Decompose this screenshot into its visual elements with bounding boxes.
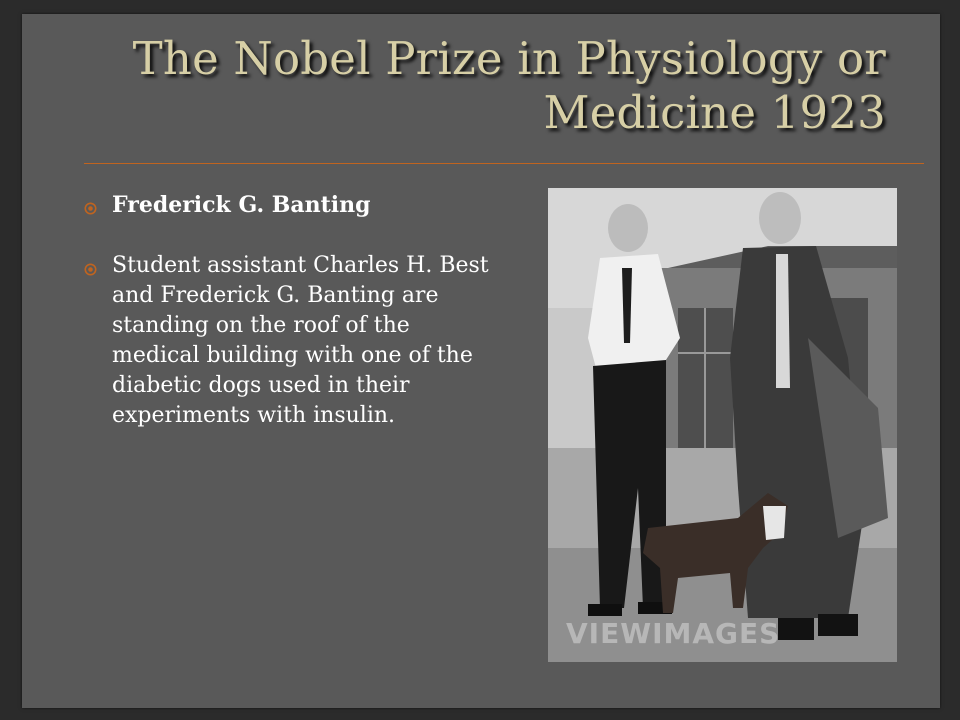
bullet-list — [82, 190, 502, 461]
bullet-text-name: Frederick G. Banting — [112, 192, 371, 218]
photo-watermark: VIEWIMAGES — [566, 617, 781, 650]
title-divider — [84, 163, 924, 164]
circled-dot-bullet-icon — [84, 202, 97, 215]
bullet-item-name — [82, 190, 502, 221]
slide — [22, 14, 940, 708]
circled-dot-bullet-icon — [84, 263, 97, 276]
bullet-item-caption — [82, 251, 502, 431]
bullet-text-caption: Student assistant Charles H. Best and Frederick G. Banting are standing on the roof of the medical building with one of the diabetic dogs used in their experiments with insulin. — [112, 253, 489, 428]
historical-photo — [548, 188, 897, 662]
slide-title: The Nobel Prize in Physiology or Medicine 1923 — [132, 32, 886, 139]
photo-image — [548, 188, 897, 662]
